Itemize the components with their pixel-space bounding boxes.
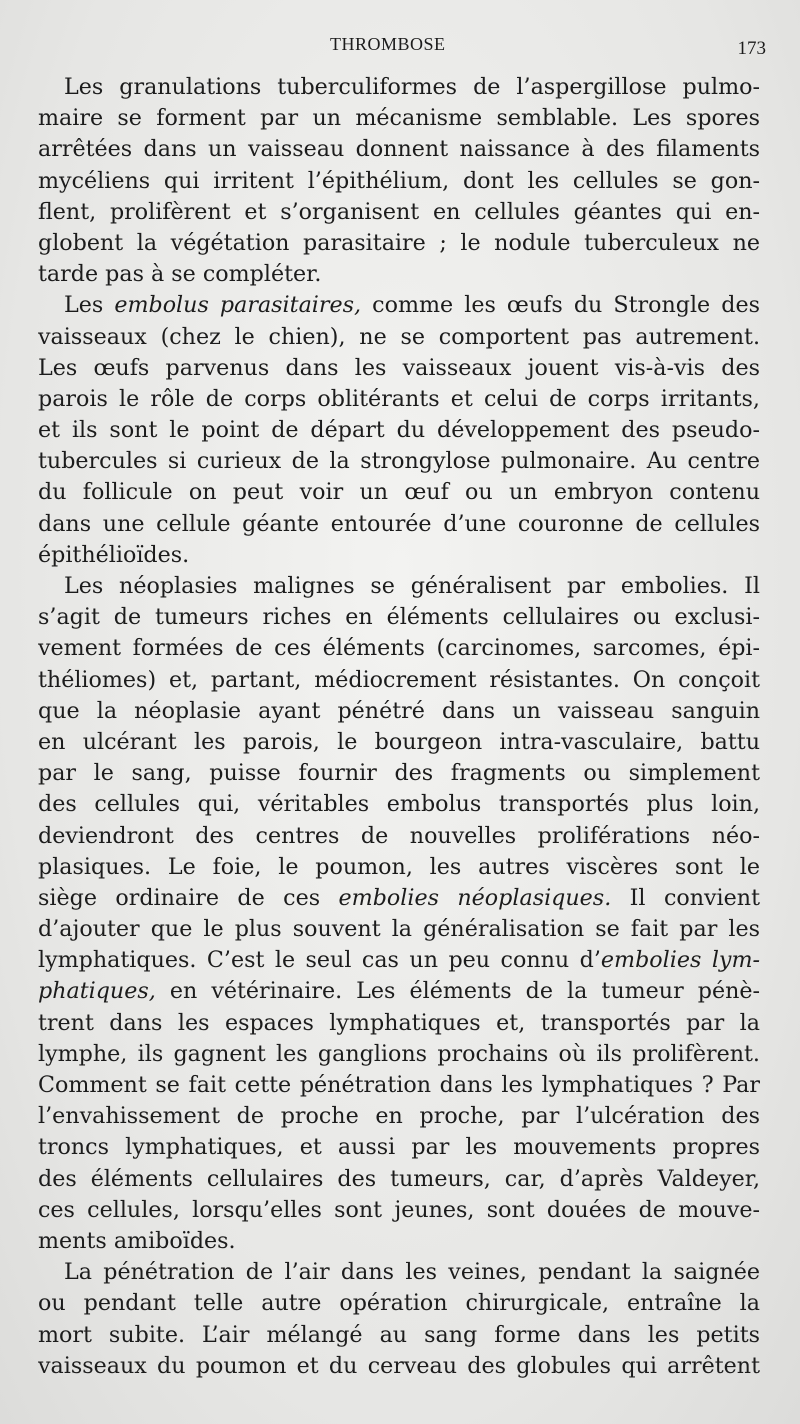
italic-term: phatiques, [38, 978, 156, 1005]
text-line [38, 976, 760, 1007]
text-line: ces cellules, lorsqu’elles sont jeunes, sont douées de mouve- [38, 1196, 760, 1223]
text-line [38, 290, 760, 321]
text-line [38, 945, 760, 976]
text-line: du follicule on peut voir un œuf ou un embryon contenu [38, 479, 760, 506]
italic-term: embolus parasitaires, [114, 292, 362, 319]
text-line: épithélioïdes. [38, 541, 190, 568]
text-line: vaisseaux du poumon et du cerveau des globules qui arrêtent [38, 1352, 760, 1379]
text-line: et ils sont le point de départ du développement des pseudo- [38, 417, 760, 444]
text-line [38, 883, 760, 914]
paragraph [38, 72, 760, 290]
text-line: l’envahissement de proche en proche, par l’ulcération des [38, 1103, 760, 1130]
text-line: vement formées de ces éléments (carcinomes, sarcomes, épi- [38, 635, 760, 662]
text-line: troncs lymphatiques, et aussi par les mouvements propres [38, 1134, 760, 1161]
text-run: Les [64, 292, 115, 319]
text-line: plasiques. Le foie, le poumon, les autres viscères sont le [38, 853, 760, 880]
text-line: trent dans les espaces lymphatiques et, transportés par la [38, 1009, 760, 1036]
text-line: Les granulations tuberculiformes de l’aspergillose pulmo- [64, 74, 760, 100]
text-run: Il convient [611, 884, 760, 911]
text-line: Comment se fait cette pénétration dans les lymphatiques ? Par [38, 1072, 760, 1098]
text-line: d’ajouter que le plus souvent la généralisation se fait par les [38, 916, 760, 943]
text-line: deviendront des centres de nouvelles proliférations néo- [38, 822, 760, 849]
text-line: ments amiboïdes. [38, 1227, 236, 1254]
page-number: 173 [737, 38, 766, 59]
text-line: La pénétration de l’air dans les veines, pendant la saignée [64, 1259, 760, 1286]
italic-term: embolies lym- [600, 947, 760, 974]
text-run: siège ordinaire de ces [38, 884, 339, 911]
text-line: lymphe, ils gagnent les ganglions prochains où ils prolifèrent. [38, 1040, 760, 1067]
text-line: en ulcérant les parois, le bourgeon intra-vasculaire, battu [38, 728, 760, 755]
text-line: mycéliens qui irritent l’épithélium, dont les cellules se gon- [38, 167, 760, 194]
italic-term: embolies néoplasiques. [338, 884, 612, 911]
text-line: flent, prolifèrent et s’organisent en cellules géantes qui en- [38, 198, 760, 225]
text-line: globent la végétation parasitaire ; le nodule tuberculeux ne [38, 229, 760, 256]
paragraph [38, 1257, 760, 1382]
text-line: ou pendant telle autre opération chirurgicale, entraîne la [38, 1290, 760, 1317]
text-line: Les néoplasies malignes se généralisent par embolies. Il [64, 573, 760, 599]
text-line: par le sang, puisse fournir des fragments ou simplement [38, 760, 760, 787]
text-line: Les œufs parvenus dans les vaisseaux jouent vis-à-vis des [38, 354, 760, 381]
paragraph [38, 290, 760, 571]
text-run: lymphatiques. C’est le seul cas un peu connu d’ [38, 947, 601, 974]
text-run: en vétérinaire. Les éléments de la tumeur pénè- [155, 978, 760, 1005]
text-line: des éléments cellulaires des tumeurs, car, d’après Valdeyer, [38, 1165, 760, 1192]
text-line: théliomes) et, partant, médiocrement résistantes. On conçoit [38, 666, 760, 693]
text-line: arrêtées dans un vaisseau donnent naissance à des filaments [38, 136, 760, 163]
text-line: des cellules qui, véritables embolus transportés plus loin, [38, 791, 760, 818]
text-line: dans une cellule géante entourée d’une couronne de cellules [38, 510, 760, 537]
text-line: tarde pas à se compléter. [38, 261, 322, 288]
text-line: tubercules si curieux de la strongylose pulmonaire. Au centre [38, 448, 760, 475]
body-text [38, 72, 760, 1382]
text-line: maire se forment par un mécanisme semblable. Les spores [38, 105, 760, 132]
text-line: que la néoplasie ayant pénétré dans un vaisseau sanguin [38, 697, 760, 724]
text-line: parois le rôle de corps oblitérants et celui de corps irritants, [38, 385, 760, 412]
text-run: comme les œufs du Strongle des [361, 292, 760, 319]
text-line: vaisseaux (chez le chien), ne se comportent pas autrement. [38, 323, 760, 350]
paragraph [38, 571, 760, 1257]
text-line: mort subite. L’air mélangé au sang forme dans les petits [38, 1321, 760, 1348]
text-line: s’agit de tumeurs riches en éléments cellulaires ou exclusi- [38, 604, 760, 631]
running-title: THROMBOSE [330, 34, 446, 54]
